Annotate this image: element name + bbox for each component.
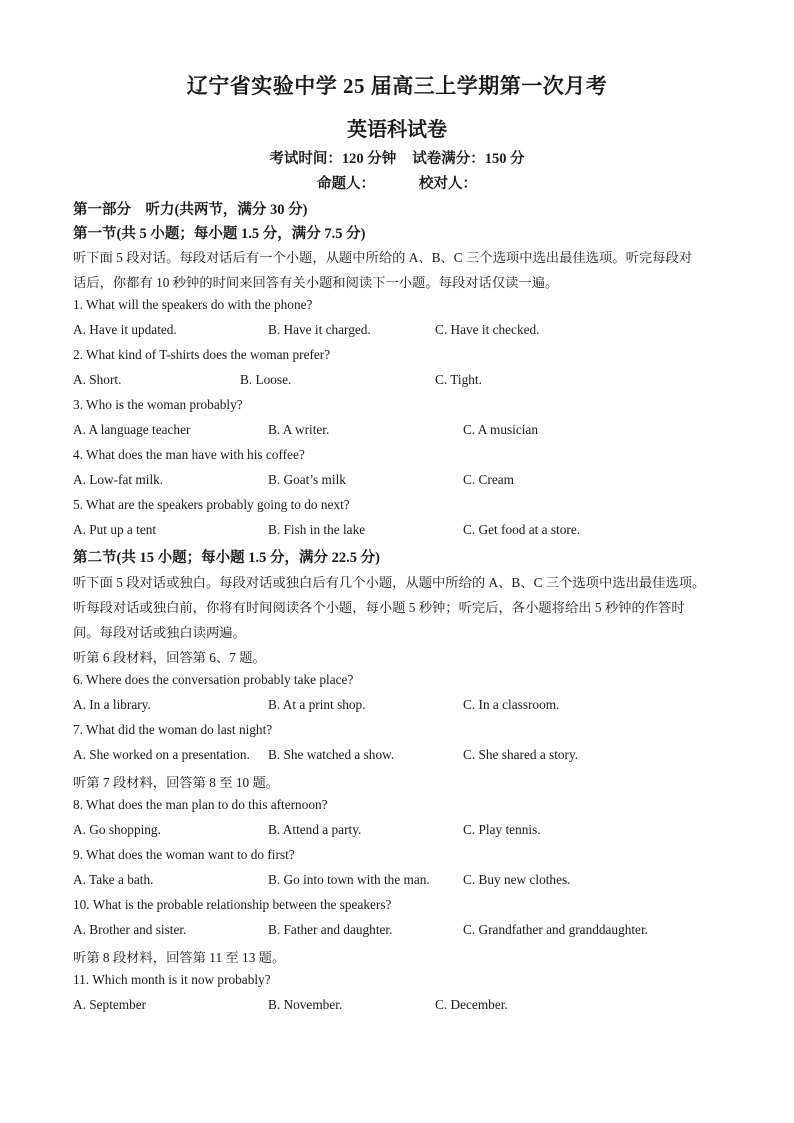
question-text: 6. Where does the conversation probably take place? — [73, 672, 354, 687]
option-b: B. A writer. — [268, 422, 330, 437]
option-b: B. November. — [268, 997, 343, 1012]
question-text: 4. What does the man have with his coffee? — [73, 447, 305, 462]
option-c: C. Have it checked. — [435, 322, 540, 337]
option-a: A. A language teacher — [73, 422, 191, 437]
exam-staff — [0, 172, 794, 193]
material-note: 听第 7 段材料，回答第 8 至 10 题。 — [73, 775, 280, 790]
option-c: C. Play tennis. — [463, 822, 541, 837]
section2-instruction-line: 听下面 5 段对话或独白。每段对话或独白后有几个小题，从题中所给的 A、B、C 三个选项中选出最佳选项。 — [73, 575, 706, 590]
option-a: A. She worked on a presentation. — [73, 747, 250, 762]
question-text: 2. What kind of T-shirts does the woman prefer? — [73, 347, 331, 362]
option-c: C. She shared a story. — [463, 747, 579, 762]
option-c: C. Cream — [463, 472, 514, 487]
option-b: B. She watched a show. — [268, 747, 395, 762]
question-text: 5. What are the speakers probably going to do next? — [73, 497, 350, 512]
subject-title: 英语科试卷 — [347, 119, 447, 141]
section2-heading: 第二节(共 15 小题；每小题 1.5 分，满分 22.5 分) — [73, 550, 380, 566]
question-text: 8. What does the man plan to do this afternoon? — [73, 797, 328, 812]
option-b: B. Go into town with the man. — [268, 872, 430, 887]
option-b: B. Loose. — [240, 372, 292, 387]
section1-instruction-line: 听下面 5 段对话。每段对话后有一个小题，从题中所给的 A、B、C 三个选项中选出最佳选项。听完每段对 — [73, 250, 693, 265]
option-a: A. Put up a tent — [73, 522, 157, 537]
section2-instruction-line: 听每段对话或独白前，你将有时间阅读各个小题，每小题 5 秒钟；听完后，各小题将给出 5 秒钟的作答时 — [73, 600, 685, 615]
question-text: 11. Which month is it now probably? — [73, 972, 271, 987]
option-b: B. Father and daughter. — [268, 922, 393, 937]
option-b: B. Have it charged. — [268, 322, 371, 337]
material-note: 听第 8 段材料，回答第 11 至 13 题。 — [73, 950, 286, 965]
author-label: 命题人： — [317, 176, 375, 192]
exam-info — [0, 147, 794, 168]
exam-title: 辽宁省实验中学 25 届高三上学期第一次月考 — [186, 74, 608, 98]
question-text: 10. What is the probable relationship between the speakers? — [73, 897, 392, 912]
option-b: B. Attend a party. — [268, 822, 362, 837]
section1-heading: 第一节(共 5 小题；每小题 1.5 分，满分 7.5 分) — [73, 226, 366, 242]
option-c: C. Get food at a store. — [463, 522, 581, 537]
option-a: A. In a library. — [73, 697, 151, 712]
option-b: B. At a print shop. — [268, 697, 366, 712]
option-c: C. Tight. — [435, 372, 482, 387]
question-text: 1. What will the speakers do with the phone? — [73, 297, 313, 312]
option-a: A. September — [73, 997, 147, 1012]
option-c: C. A musician — [463, 422, 538, 437]
option-c: C. Buy new clothes. — [463, 872, 571, 887]
option-a: A. Brother and sister. — [73, 922, 187, 937]
question-text: 7. What did the woman do last night? — [73, 722, 273, 737]
option-c: C. In a classroom. — [463, 697, 560, 712]
material-note: 听第 6 段材料，回答第 6、7 题。 — [73, 650, 266, 665]
exam-score: 试卷满分：150 分 — [412, 151, 525, 167]
part1-heading: 第一部分 听力(共两节，满分 30 分) — [73, 202, 308, 218]
option-a: A. Have it updated. — [73, 322, 177, 337]
option-c: C. December. — [435, 997, 508, 1012]
question-text: 3. Who is the woman probably? — [73, 397, 243, 412]
question-text: 9. What does the woman want to do first? — [73, 847, 295, 862]
exam-time: 考试时间：120 分钟 — [269, 151, 397, 167]
option-b: B. Fish in the lake — [268, 522, 366, 537]
option-b: B. Goat’s milk — [268, 472, 346, 487]
checker-label: 校对人： — [419, 176, 477, 192]
option-a: A. Go shopping. — [73, 822, 161, 837]
option-a: A. Low-fat milk. — [73, 472, 164, 487]
option-a: A. Take a bath. — [73, 872, 154, 887]
option-c: C. Grandfather and granddaughter. — [463, 922, 648, 937]
section2-instruction-line: 间。每段对话或独白读两遍。 — [73, 625, 246, 640]
section1-instruction-line: 话后，你都有 10 秒钟的时间来回答有关小题和阅读下一小题。每段对话仅读一遍。 — [73, 275, 559, 290]
option-a: A. Short. — [73, 372, 122, 387]
